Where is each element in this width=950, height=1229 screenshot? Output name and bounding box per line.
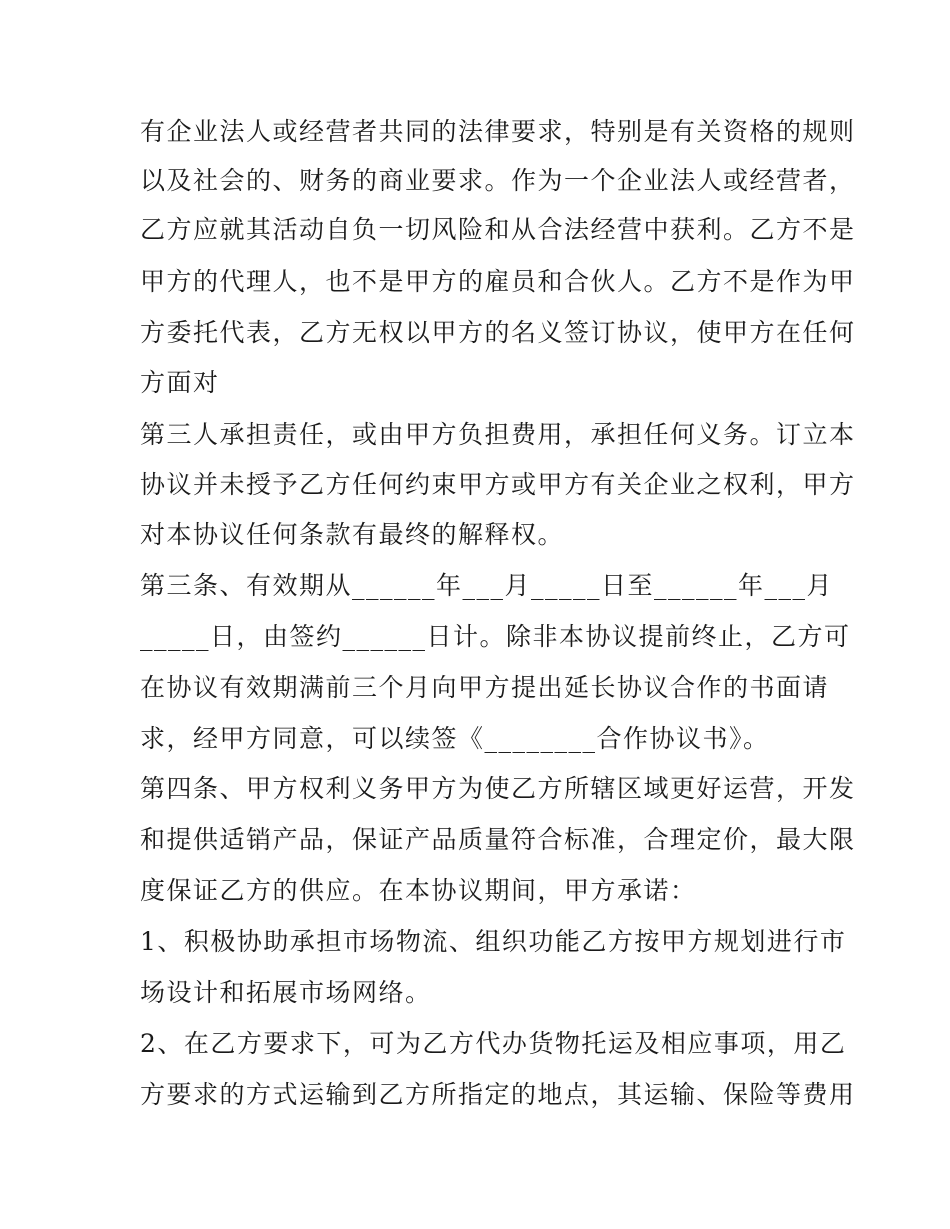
text-line: 2、在乙方要求下，可为乙方代办货物托运及相应事项，用乙 <box>140 1029 847 1058</box>
text-line: 方要求的方式运输到乙方所指定的地点，其运输、保险等费用 <box>140 1080 856 1109</box>
text-line: 第三人承担责任，或由甲方负担费用，承担任何义务。订立本 <box>140 420 856 449</box>
text-line: 在协议有效期满前三个月向甲方提出延长协议合作的书面请 <box>140 673 830 702</box>
text-line: 方委托代表，乙方无权以甲方的名义签订协议，使甲方在任何 <box>140 318 856 347</box>
text-line: _____日，由签约______日计。除非本协议提前终止，乙方可 <box>140 622 851 651</box>
text-line: 第四条、甲方权利义务甲方为使乙方所辖区域更好运营，开发 <box>140 774 856 803</box>
text-line: 协议并未授予乙方任何约束甲方或甲方有关企业之权利，甲方 <box>140 470 856 499</box>
text-line: 第三条、有效期从______年___月_____日至______年___月 <box>140 571 834 600</box>
text-line: 有企业法人或经营者共同的法律要求，特别是有关资格的规则 <box>140 117 856 146</box>
text-line: 甲方的代理人，也不是甲方的雇员和合伙人。乙方不是作为甲 <box>140 267 856 296</box>
text-line: 以及社会的、财务的商业要求。作为一个企业法人或经营者， <box>140 166 856 195</box>
text-line: 1、积极协助承担市场物流、组织功能乙方按甲方规划进行市 <box>140 927 847 956</box>
text-line: 场设计和拓展市场网络。 <box>140 978 432 1007</box>
text-line: 和提供适销产品，保证产品质量符合标准，合理定价，最大限 <box>140 825 856 854</box>
text-line: 乙方应就其活动自负一切风险和从合法经营中获利。乙方不是 <box>140 215 856 244</box>
text-line: 求，经甲方同意，可以续签《________合作协议书》。 <box>140 724 770 753</box>
text-line: 度保证乙方的供应。在本协议期间，甲方承诺： <box>140 876 697 905</box>
text-line: 对本协议任何条款有最终的解释权。 <box>140 520 565 549</box>
text-line: 方面对 <box>140 368 220 397</box>
